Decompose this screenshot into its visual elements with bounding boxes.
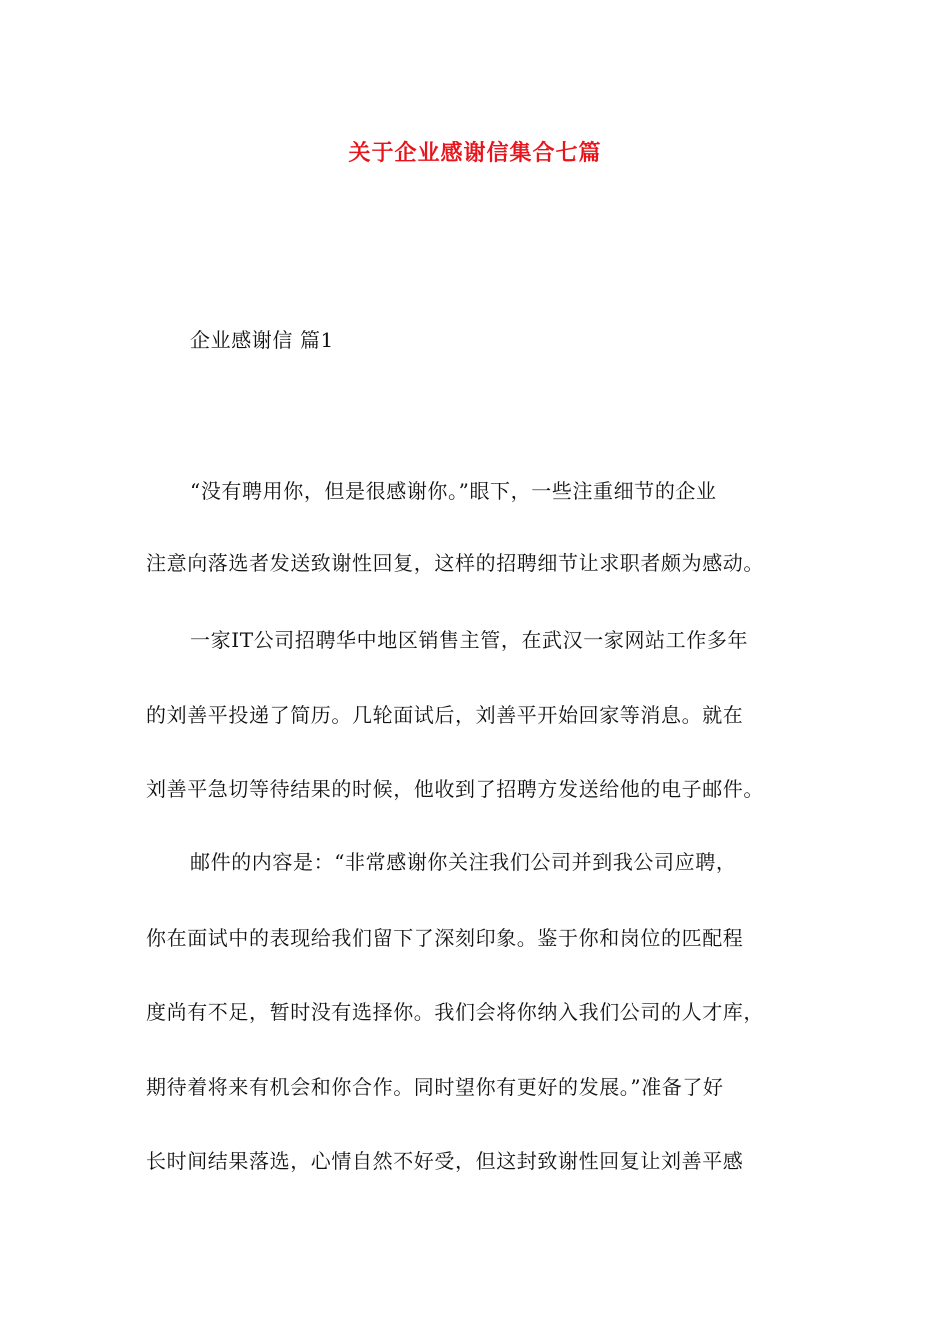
paragraph-line: 邮件的内容是：“非常感谢你关注我们公司并到我公司应聘， — [190, 850, 737, 874]
paragraph-line: 刘善平急切等待结果的时候，他收到了招聘方发送给他的电子邮件。 — [146, 777, 764, 801]
paragraph-line: “没有聘用你，但是很感谢你。”眼下，一些注重细节的企业 — [190, 479, 717, 503]
paragraph-line: 你在面试中的表现给我们留下了深刻印象。鉴于你和岗位的匹配程 — [146, 926, 744, 950]
document-title: 关于企业感谢信集合七篇 — [348, 141, 602, 166]
paragraph-line: 度尚有不足，暂时没有选择你。我们会将你纳入我们公司的人才库， — [146, 1000, 764, 1024]
paragraph-line: 注意向落选者发送致谢性回复，这样的招聘细节让求职者颇为感动。 — [146, 551, 764, 575]
paragraph-line: 一家IT公司招聘华中地区销售主管，在武汉一家网站工作多年 — [190, 628, 749, 652]
paragraph-line: 期待着将来有机会和你合作。同时望你有更好的发展。”准备了好 — [146, 1075, 724, 1099]
paragraph-line: 长时间结果落选，心情自然不好受，但这封致谢性回复让刘善平感 — [146, 1149, 744, 1173]
section-heading: 企业感谢信 篇1 — [190, 328, 334, 352]
paragraph-line: 的刘善平投递了简历。几轮面试后，刘善平开始回家等消息。就在 — [146, 703, 744, 727]
